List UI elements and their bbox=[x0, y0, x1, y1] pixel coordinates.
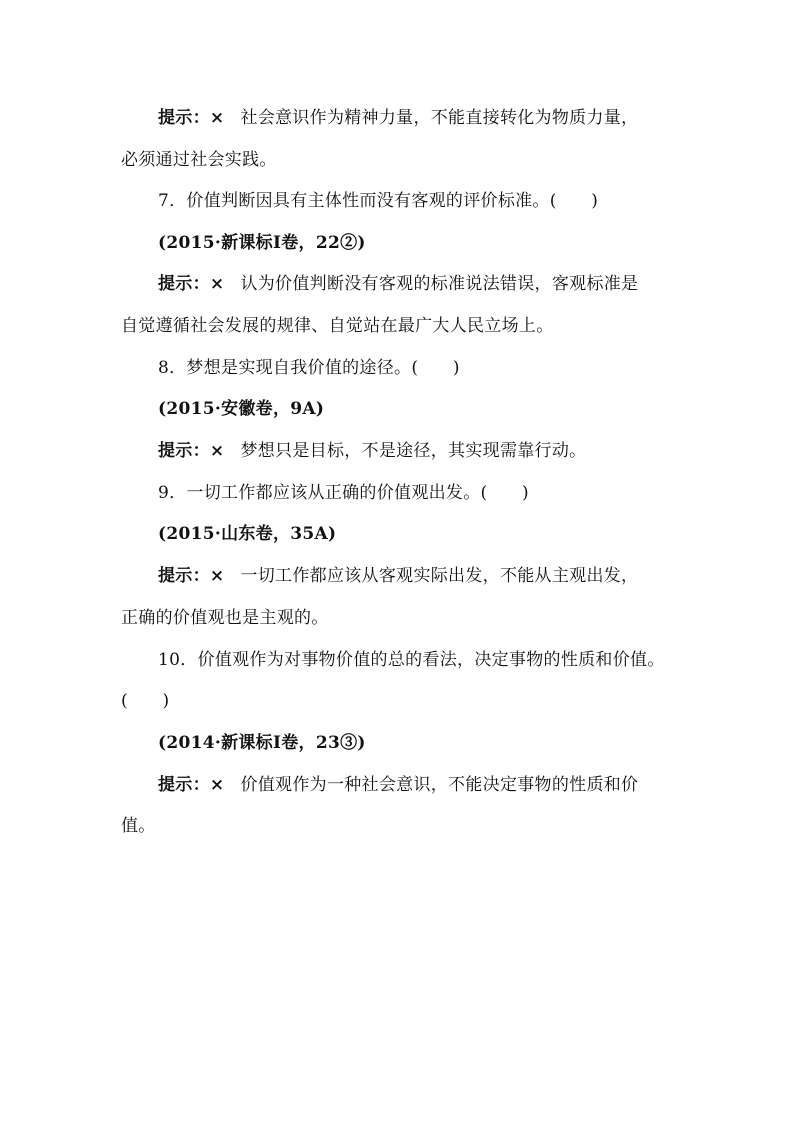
question-10: 10．价值观作为对事物价值的总的看法，决定事物的性质和价值。 bbox=[158, 650, 665, 670]
question-10-hint-continued: 值。 bbox=[121, 816, 156, 836]
question-7: 7．价值判断因具有主体性而没有客观的评价标准。( ) bbox=[158, 191, 599, 211]
question-9-hint-continued: 正确的价值观也是主观的。 bbox=[121, 608, 329, 628]
question-9-hint bbox=[158, 564, 670, 588]
question-8: 8．梦想是实现自我价值的途径。( ) bbox=[158, 358, 460, 378]
hint-text: 一切工作都应该从客观实际出发，不能从主观出发， bbox=[240, 566, 639, 586]
question-10-source: (2014·新课标Ⅰ卷，23③) bbox=[158, 733, 366, 753]
question-7-hint-continued: 自觉遵循社会发展的规律、自觉站在最广大人民立场上。 bbox=[121, 316, 554, 336]
question-7-hint bbox=[158, 272, 674, 296]
question-8-source: (2015·安徽卷，9A) bbox=[158, 399, 325, 419]
hint-text: 价值观作为一种社会意识，不能决定事物的性质和价 bbox=[240, 775, 639, 795]
hint-text: 社会意识作为精神力量，不能直接转化为物质力量， bbox=[240, 108, 639, 128]
question-7-source: (2015·新课标Ⅰ卷，22②) bbox=[158, 233, 366, 253]
hint-label: 提示：× bbox=[158, 775, 225, 795]
hint-label: 提示：× bbox=[158, 566, 225, 586]
hint-label: 提示：× bbox=[158, 441, 225, 461]
question-9-source: (2015·山东卷，35A) bbox=[158, 524, 337, 544]
question-9: 9．一切工作都应该从正确的价值观出发。( ) bbox=[158, 483, 529, 503]
question-10-hint bbox=[158, 773, 672, 797]
hint-line-continued: 必须通过社会实践。 bbox=[121, 150, 277, 170]
hint-label: 提示：× bbox=[158, 108, 225, 128]
question-10-answer-blank: ( ) bbox=[121, 691, 170, 711]
hint-line bbox=[158, 106, 670, 130]
question-8-hint bbox=[158, 439, 586, 463]
hint-text: 认为价值判断没有客观的标准说法错误，客观标准是 bbox=[240, 274, 639, 294]
hint-text: 梦想只是目标，不是途径，其实现需靠行动。 bbox=[240, 441, 587, 461]
hint-label: 提示：× bbox=[158, 274, 225, 294]
